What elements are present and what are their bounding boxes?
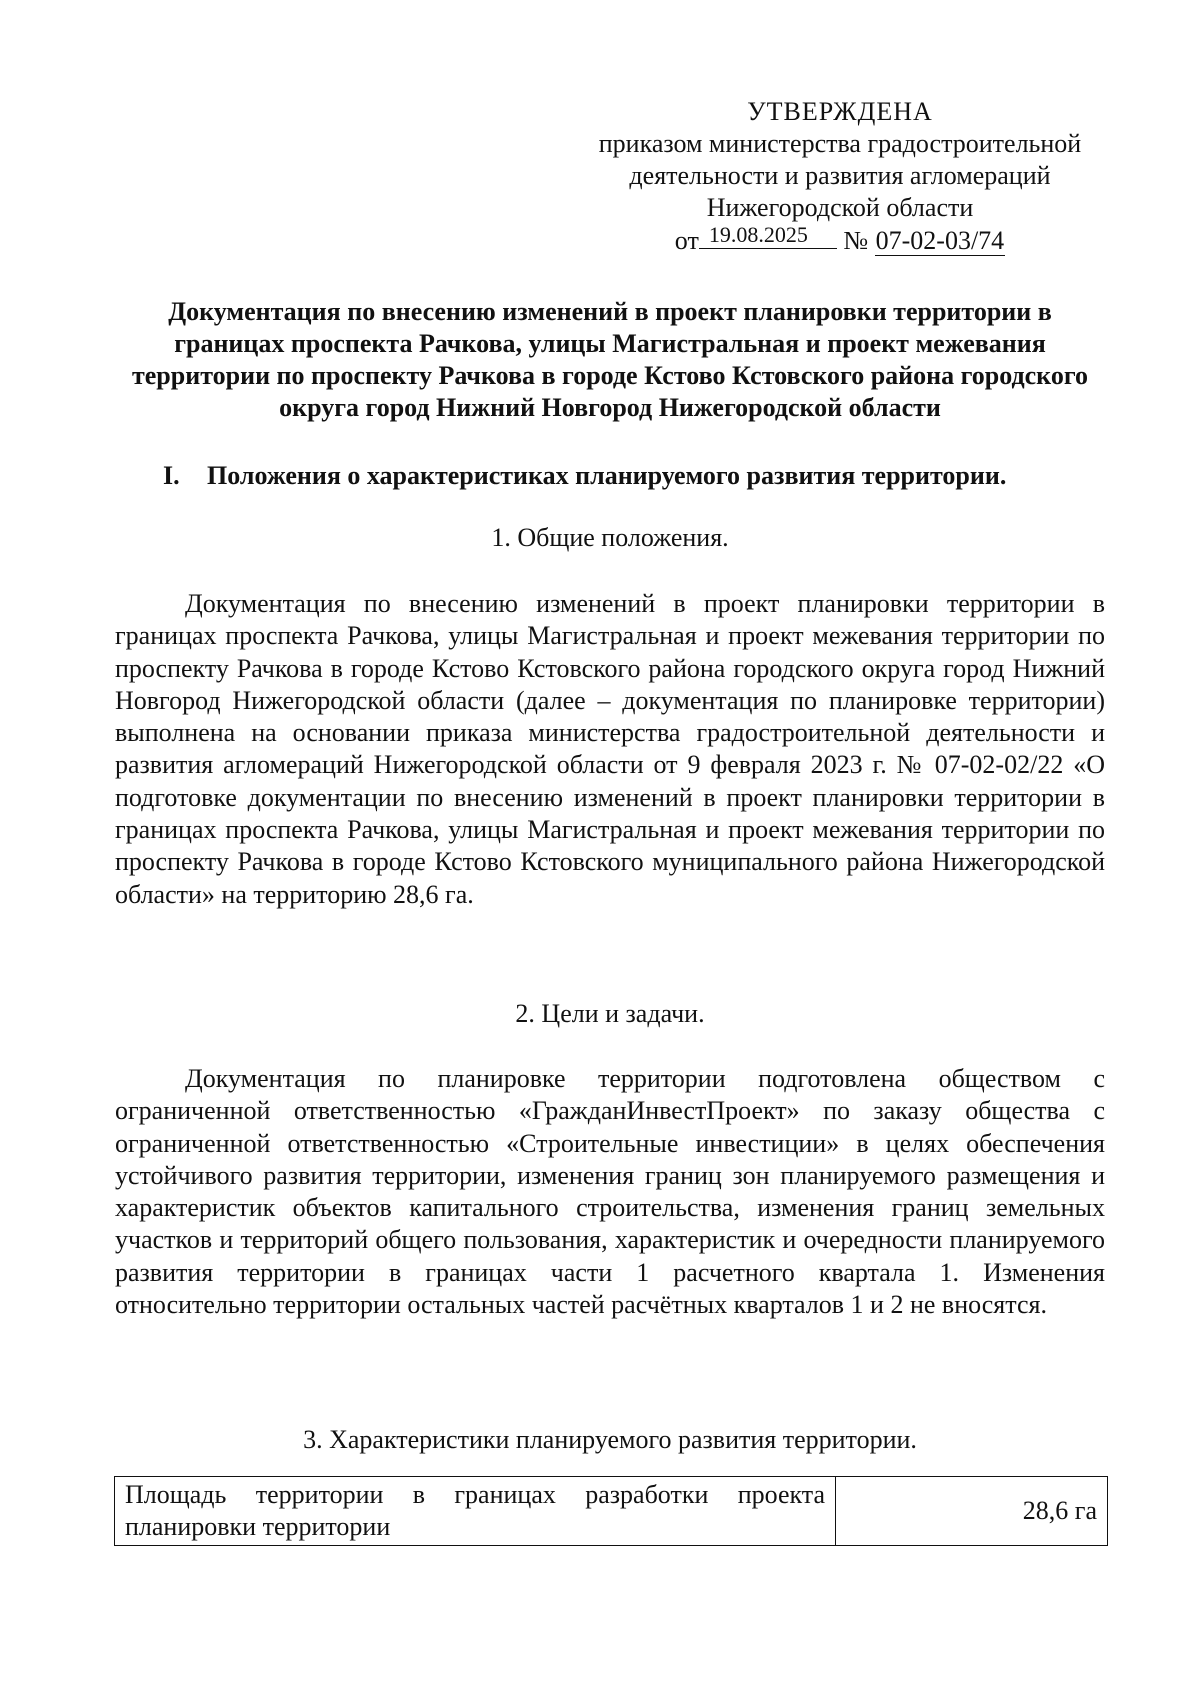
subsection-heading-goals: 2. Цели и задачи.: [515, 999, 705, 1028]
section-title: Положения о характеристиках планируемого развития территории.: [207, 461, 1007, 490]
paragraph-general: Документация по внесению изменений в проект планировки территории в границах проспекта Рачкова, улицы Магистральная и проект межевания территории по проспекту Рачкова в городе Кстово Кстовского района городского округа город Нижний Новгород Нижегородской области (далее – документация по планировке территории) выполнена на основании приказа министерства градостроительной деятельности и развития агломераций Нижегородской области от 9 февраля 2023 г. № 07-02-02/22 «О подготовке документации по внесению изменений в проект планировки территории в границах проспекта Рачкова, улицы Магистральная и проект межевания территории по проспекту Рачкова в городе Кстово Кстовского муниципального района Нижегородской области» на территорию 28,6 га.: [115, 589, 1105, 909]
table-cell-value: 28,6 га: [836, 1477, 1108, 1546]
date-prefix: от: [674, 226, 699, 255]
approval-line-3: Нижегородской области: [706, 193, 974, 222]
section-number: I.: [163, 461, 180, 490]
document-title: Документация по внесению изменений в проект планировки территории в границах проспекта Рачкова, улицы Магистральная и проект межевания территории по проспекту Рачкова в городе Кстово Кстовского района городского округа город Нижний Новгород Нижегородской области: [132, 297, 1088, 422]
characteristics-table: [114, 1476, 1108, 1546]
approval-date-line: [560, 224, 1120, 257]
approval-heading: УТВЕРЖДЕНА: [747, 97, 933, 126]
table-row: [115, 1477, 1108, 1546]
approval-number: 07-02-03/74: [875, 226, 1005, 255]
approval-line-1: приказом министерства градостроительной: [598, 129, 1082, 158]
approval-date: 19.08.2025: [708, 222, 808, 247]
table-cell-label: Площадь территории в границах разработки проекта планировки территории: [115, 1477, 836, 1546]
date-blank: [699, 224, 837, 249]
subsection-heading-general: 1. Общие положения.: [491, 523, 729, 552]
approval-line-2: деятельности и развития агломераций: [629, 161, 1051, 190]
subsection-heading-characteristics: 3. Характеристики планируемого развития территории.: [303, 1425, 917, 1454]
paragraph-goals: Документация по планировке территории подготовлена обществом с ограниченной ответственностью «ГражданИнвестПроект» по заказу общества с ограниченной ответственностью «Строительные инвестиции» в целях обеспечения устойчивого развития территории, изменения границ зон планируемого размещения и характеристик объектов капитального строительства, изменения границ земельных участков и территорий общего пользования, характеристик и очередности планируемого развития территории в границах части 1 расчетного квартала 1. Изменения относительно территории остальных частей расчётных кварталов 1 и 2 не вносятся.: [115, 1064, 1105, 1320]
section-heading: [163, 460, 1123, 492]
number-prefix: №: [843, 226, 869, 255]
approval-block: [560, 96, 1120, 257]
